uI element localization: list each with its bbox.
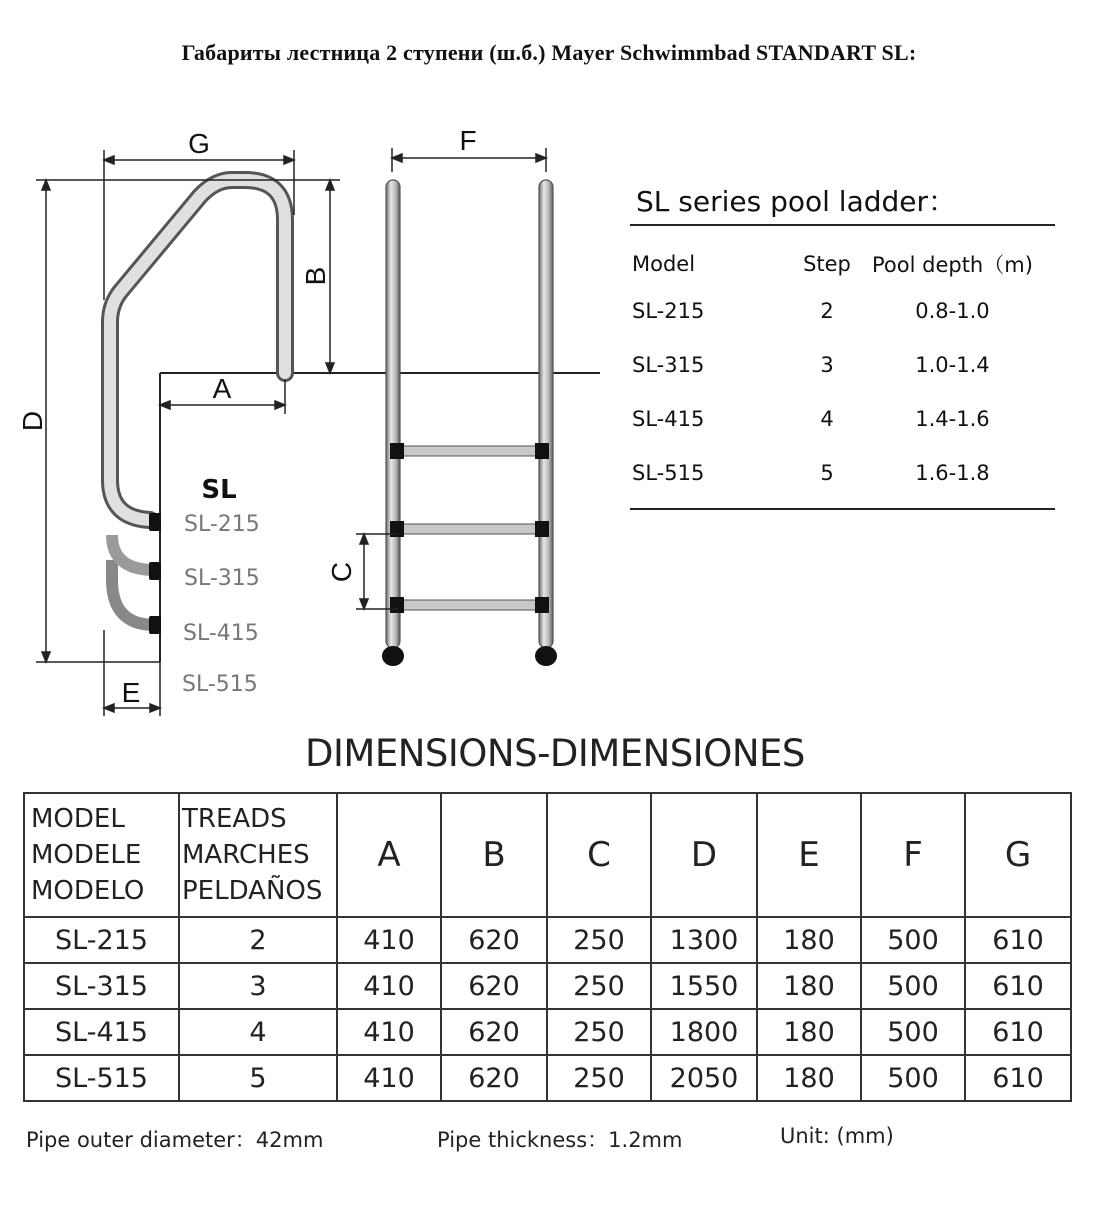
left-rail [386, 180, 400, 648]
pipe-diameter-note: Pipe outer diameter：42mm [26, 1128, 324, 1152]
table-row [630, 284, 1033, 338]
tread [398, 600, 541, 610]
dim-label-a: A [212, 373, 232, 404]
series-label: SL [201, 475, 237, 505]
unit-note: Unit: (mm) [780, 1124, 894, 1148]
cell-a: 410 [337, 917, 441, 963]
dimensions-heading: DIMENSIONS-DIMENSIONES [305, 732, 805, 775]
table-row [24, 1055, 1071, 1101]
header-a: A [337, 793, 441, 917]
cell-g: 610 [965, 1055, 1071, 1101]
tread [398, 524, 541, 534]
cell-e: 180 [757, 963, 861, 1009]
cell-step: 5 [820, 461, 834, 485]
tread-bracket [149, 616, 161, 634]
cell-model: SL-215 [632, 299, 705, 323]
cell-treads: 2 [179, 917, 337, 963]
table-header-row [24, 793, 1071, 917]
dim-label-c: C [326, 561, 357, 583]
table-row [24, 917, 1071, 963]
header-treads-fr: MARCHES [182, 840, 310, 870]
tread-arm-415 [112, 535, 155, 570]
front-view [326, 125, 557, 666]
cell-e: 180 [757, 1009, 861, 1055]
cell-b: 620 [441, 1055, 547, 1101]
series-panel [630, 180, 1055, 510]
cell-f: 500 [861, 917, 965, 963]
header-e: E [757, 793, 861, 917]
table-row [24, 1009, 1071, 1055]
header-step: Step [803, 252, 851, 276]
header-model-en: MODEL [31, 804, 125, 834]
cell-depth: 1.4-1.6 [915, 407, 990, 431]
cell-model: SL-315 [24, 963, 179, 1009]
cell-c: 250 [547, 963, 651, 1009]
side-view [17, 128, 600, 716]
series-table [630, 244, 1033, 500]
cell-g: 610 [965, 917, 1071, 963]
handrail-pipe [110, 180, 285, 520]
cell-model: SL-415 [24, 1009, 179, 1055]
page-title: Габариты лестница 2 ступени (ш.б.) Mayer Schwimmbad STANDART SL: [181, 40, 917, 65]
cell-depth: 1.0-1.4 [915, 353, 990, 377]
header-depth: Pool depth（m) [872, 253, 1033, 277]
header-model [24, 793, 179, 917]
rubber-foot [382, 646, 404, 666]
header-treads [179, 793, 337, 917]
model-label: SL-515 [182, 672, 258, 697]
cell-d: 1550 [651, 963, 757, 1009]
cell-model: SL-315 [632, 353, 705, 377]
cell-c: 250 [547, 1055, 651, 1101]
right-rail [539, 180, 553, 648]
header-c: C [547, 793, 651, 917]
cell-b: 620 [441, 917, 547, 963]
cell-treads: 5 [179, 1055, 337, 1101]
cell-a: 410 [337, 1055, 441, 1101]
tread-bracket [535, 443, 549, 459]
header-model-fr: MODELE [31, 840, 142, 870]
cell-d: 2050 [651, 1055, 757, 1101]
cell-depth: 1.6-1.8 [915, 461, 990, 485]
dim-label-d: D [17, 410, 48, 432]
model-label: SL-215 [184, 512, 260, 537]
cell-depth: 0.8-1.0 [915, 299, 990, 323]
cell-step: 3 [820, 353, 834, 377]
cell-a: 410 [337, 963, 441, 1009]
table-row [24, 963, 1071, 1009]
cell-d: 1300 [651, 917, 757, 963]
rubber-foot [535, 646, 557, 666]
dim-label-f: F [459, 125, 477, 156]
header-b: B [441, 793, 547, 917]
cell-b: 620 [441, 1009, 547, 1055]
cell-b: 620 [441, 963, 547, 1009]
cell-model: SL-415 [632, 407, 705, 431]
dimensions-table [23, 792, 1072, 1102]
table-row [630, 392, 1033, 446]
dim-label-b: B [300, 266, 331, 286]
cell-f: 500 [861, 1055, 965, 1101]
header-model-es: MODELO [31, 876, 145, 906]
cell-model: SL-515 [24, 1055, 179, 1101]
tread-bracket [149, 513, 161, 531]
tread-bracket [390, 443, 404, 459]
header-treads-en: TREADS [182, 804, 287, 834]
header-treads-es: PELDAÑOS [182, 876, 323, 906]
tread-bracket [390, 597, 404, 613]
cell-model: SL-515 [632, 461, 705, 485]
header-model: Model [632, 252, 696, 276]
cell-c: 250 [547, 1009, 651, 1055]
cell-g: 610 [965, 963, 1071, 1009]
header-d: D [651, 793, 757, 917]
model-label: SL-315 [184, 566, 260, 591]
cell-d: 1800 [651, 1009, 757, 1055]
tread-bracket [149, 562, 161, 580]
cell-model: SL-215 [24, 917, 179, 963]
cell-treads: 4 [179, 1009, 337, 1055]
header-f: F [861, 793, 965, 917]
divider [630, 224, 1055, 226]
cell-c: 250 [547, 917, 651, 963]
header-g: G [965, 793, 1071, 917]
table-row [630, 446, 1033, 500]
cell-f: 500 [861, 1009, 965, 1055]
tread-bracket [535, 597, 549, 613]
cell-a: 410 [337, 1009, 441, 1055]
model-label: SL-415 [183, 621, 259, 646]
tread-bracket [535, 521, 549, 537]
cell-step: 2 [820, 299, 834, 323]
table-header-row [630, 244, 1033, 284]
cell-f: 500 [861, 963, 965, 1009]
cell-step: 4 [820, 407, 834, 431]
dim-label-e: E [121, 677, 141, 708]
dim-label-g: G [188, 128, 210, 159]
table-row [630, 338, 1033, 392]
cell-treads: 3 [179, 963, 337, 1009]
cell-e: 180 [757, 1055, 861, 1101]
pipe-thickness-note: Pipe thickness：1.2mm [437, 1128, 683, 1152]
handrail-outline [110, 180, 285, 520]
tread [398, 446, 541, 456]
cell-e: 180 [757, 917, 861, 963]
series-title: SL series pool ladder： [636, 185, 957, 218]
divider [630, 508, 1055, 510]
cell-g: 610 [965, 1009, 1071, 1055]
